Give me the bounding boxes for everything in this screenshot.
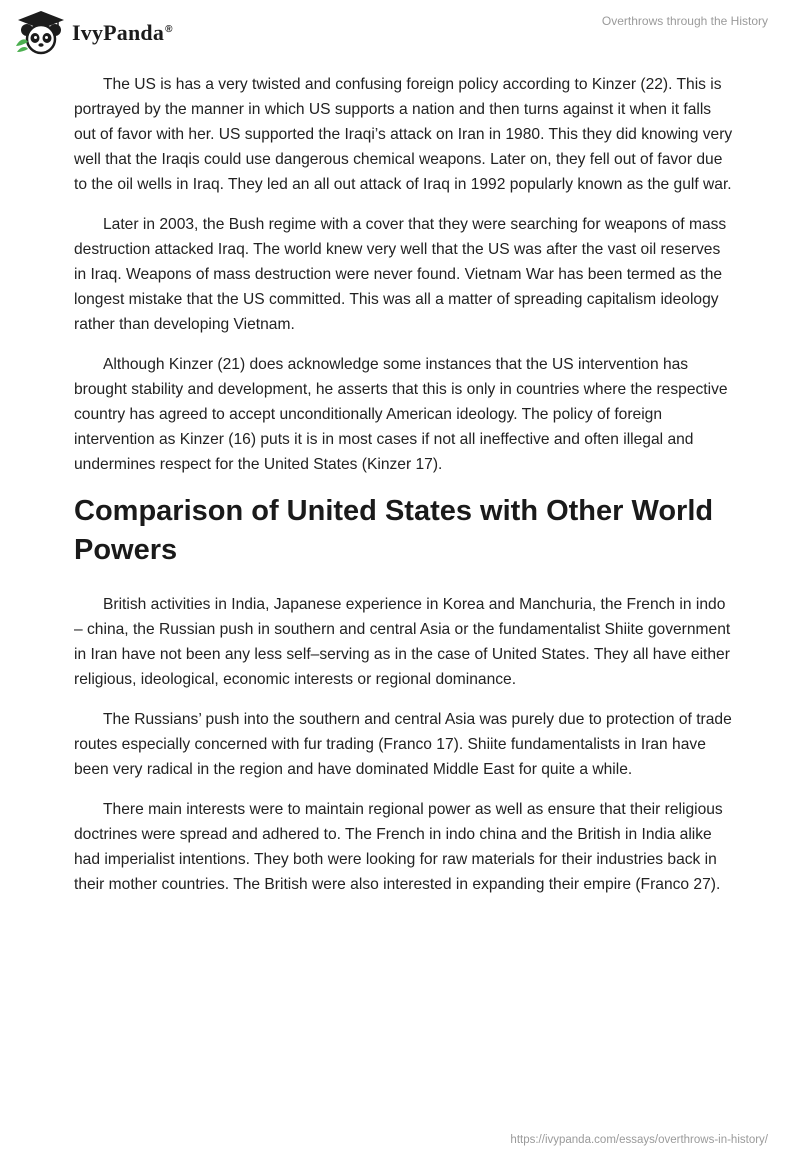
page-header [0,0,800,62]
document-title: Overthrows through the History [601,14,768,28]
paragraph-russians-shiite: The Russians’ push into the southern and central Asia was purely due to protection of trade routes especially concerned with fur trading (Franco 17). Shiite fundamentalists in Iran have been very radical in the region and have dominated Middle East for quite a while. [74,711,732,778]
paragraph-world-powers: British activities in India, Japanese experience in Korea and Manchuria, the French in indo – china, the Russian push in southern and central Asia or the fundamentalist Shiite government in Iran have not been any less self–serving as in the case of United States. They all have either religious, ideological, economic interests or regional dominance. [74,596,731,688]
paragraph-us-foreign-policy: The US is has a very twisted and confusing foreign policy according to Kinzer (22). This is portrayed by the manner in which US supports a nation and then turns against it when it falls out of favor with her. US supported the Iraqi’s attack on Iran in 1980. This they did knowing very well that the Iraqis could use dangerous chemical weapons. Later on, they fell out of favor due to the oil wells in Iraq. They led an all out attack of Iraq in 1992 popularly known as the gulf war. [74,76,733,193]
paragraph-iraq-2003: Later in 2003, the Bush regime with a cover that they were searching for weapons of mass destruction attacked Iraq. The world knew very well that the US was after the vast oil reserves in Iraq. Weapons of mass destruction were never found. Vietnam War has been termed as the longest mistake that the US committed. This was all a matter of spreading capitalism ideology rather than developing Vietnam. [74,216,727,333]
essay-content [74,72,734,912]
ivypanda-logo[interactable] [14,8,173,56]
registered-mark: ® [165,23,173,35]
source-url-link[interactable]: https://ivypanda.com/essays/overthrows-in-history/ [510,1134,768,1146]
logo-wordmark: IvyPanda® [72,20,173,45]
panda-graduate-icon [14,8,66,56]
paragraph-imperialist-intentions: There main interests were to maintain regional power as well as ensure that their religious doctrines were spread and adhered to. The French in indo china and the British in India alike had imperialist intentions. They both were looking for raw materials for their industries back in their mother countries. The British were also interested in expanding their empire (Franco 27). [74,801,723,893]
section-heading: Comparison of United States with Other World Powers [74,495,714,566]
paragraph-kinzer-intervention: Although Kinzer (21) does acknowledge some instances that the US intervention has brought stability and development, he asserts that this is only in countries where the respective country has agreed to accept unconditionally American ideology. The policy of foreign intervention as Kinzer (16) puts it is in most cases if not all ineffective and often illegal and undermines respect for the United States (Kinzer 17). [74,356,728,473]
